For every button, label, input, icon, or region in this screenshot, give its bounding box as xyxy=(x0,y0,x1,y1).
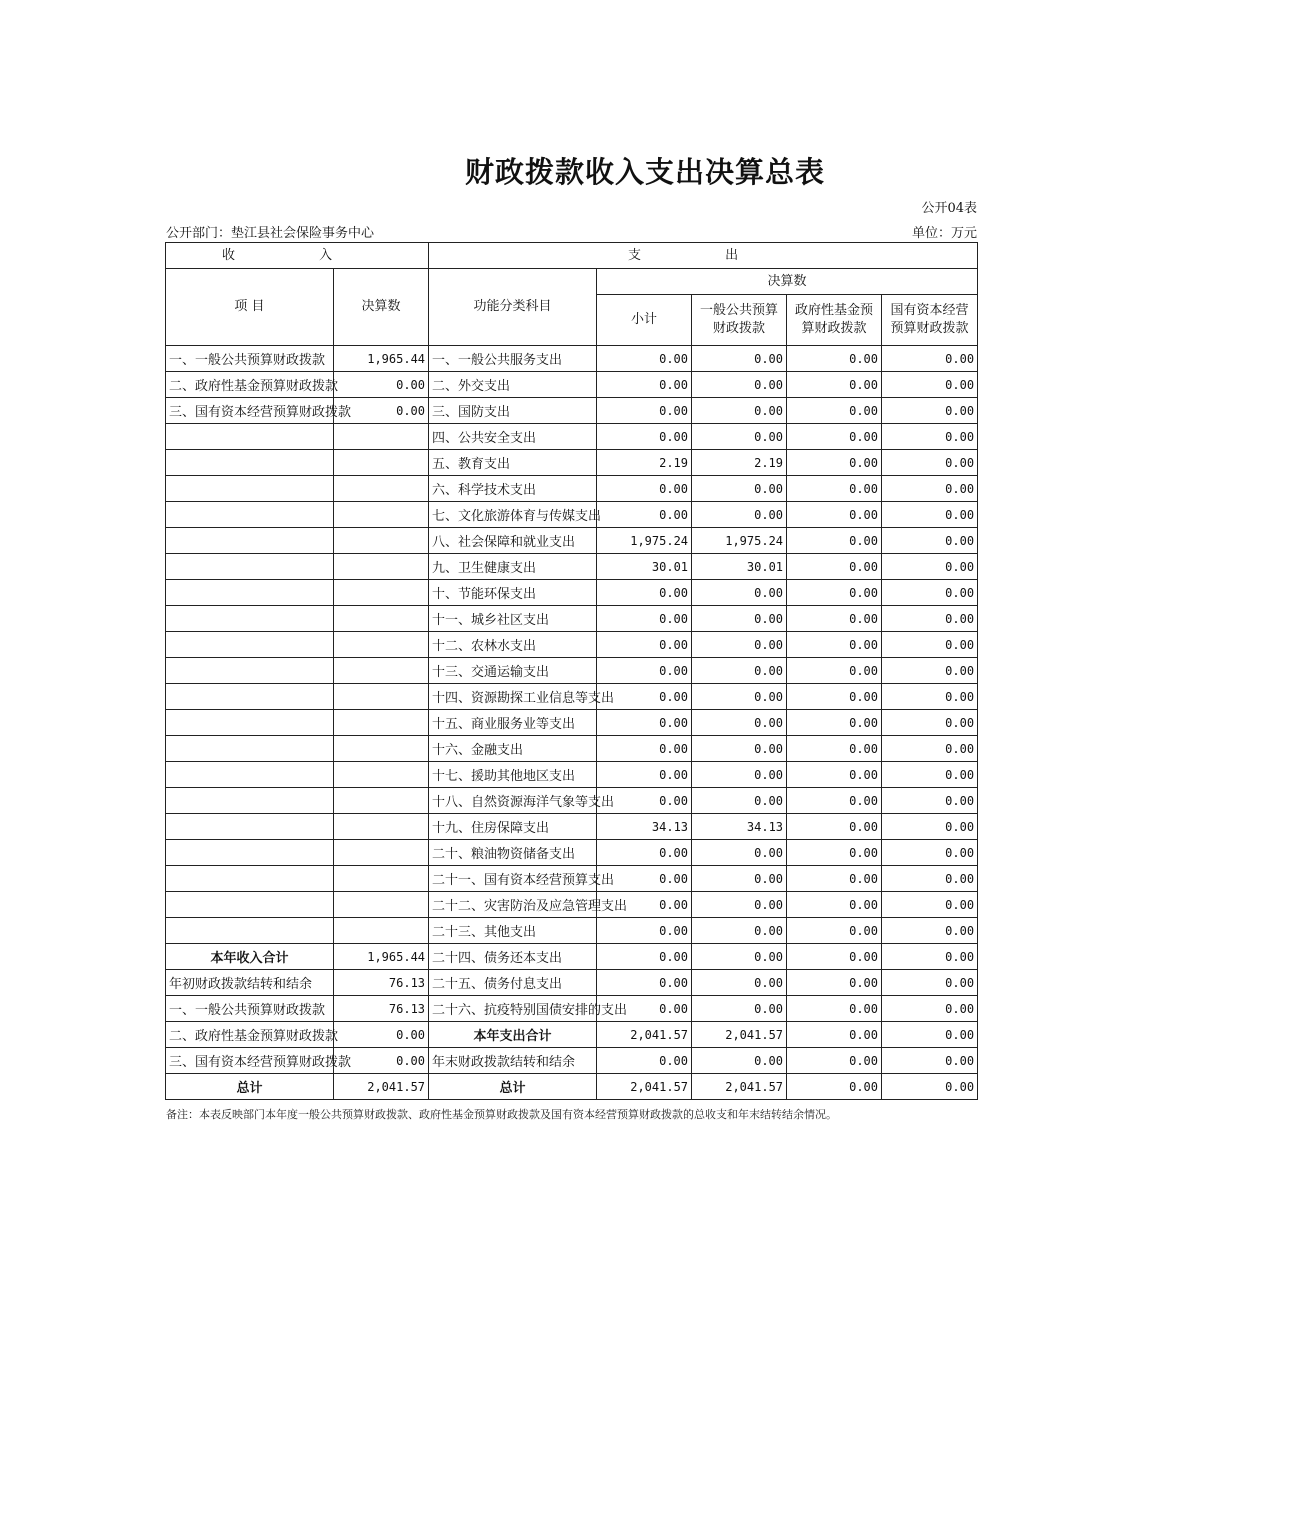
income-item-cell xyxy=(166,528,334,554)
general-budget-cell: 0.00 xyxy=(692,632,787,658)
state-capital-cell: 0.00 xyxy=(882,424,978,450)
income-item-cell: 二、政府性基金预算财政拨款 xyxy=(166,372,334,398)
general-budget-cell: 0.00 xyxy=(692,502,787,528)
general-budget-cell: 0.00 xyxy=(692,580,787,606)
general-budget-cell: 0.00 xyxy=(692,476,787,502)
subtotal-cell: 0.00 xyxy=(597,840,692,866)
income-amount-cell xyxy=(334,606,429,632)
table-row xyxy=(166,424,978,450)
subtotal-cell: 30.01 xyxy=(597,554,692,580)
subtotal-cell: 0.00 xyxy=(597,970,692,996)
gov-fund-cell: 0.00 xyxy=(787,372,882,398)
gov-fund-cell: 0.00 xyxy=(787,424,882,450)
subtotal-cell: 0.00 xyxy=(597,658,692,684)
income-amount-cell xyxy=(334,840,429,866)
gov-fund-cell: 0.00 xyxy=(787,970,882,996)
general-budget-cell: 0.00 xyxy=(692,346,787,372)
general-budget-cell: 2,041.57 xyxy=(692,1074,787,1100)
general-budget-cell: 2.19 xyxy=(692,450,787,476)
income-item-cell xyxy=(166,918,334,944)
subtotal-cell: 0.00 xyxy=(597,424,692,450)
table-row xyxy=(166,450,978,476)
table-row xyxy=(166,580,978,606)
gov-fund-cell: 0.00 xyxy=(787,476,882,502)
state-capital-cell: 0.00 xyxy=(882,502,978,528)
expense-item-cell: 二十、粮油物资储备支出 xyxy=(429,840,597,866)
gov-fund-cell: 0.00 xyxy=(787,736,882,762)
expense-item-cell: 十五、商业服务业等支出 xyxy=(429,710,597,736)
gov-fund-cell: 0.00 xyxy=(787,580,882,606)
footnote: 备注：本表反映部门本年度一般公共预算财政拨款、政府性基金预算财政拨款及国有资本经营预算财政拨款的总收支和年末结转结余情况。 xyxy=(166,1108,837,1121)
gov-fund-cell: 0.00 xyxy=(787,658,882,684)
subtotal-header: 小计 xyxy=(597,295,692,346)
income-amount-cell xyxy=(334,528,429,554)
income-amount-cell xyxy=(334,918,429,944)
table-row xyxy=(166,502,978,528)
general-budget-cell: 30.01 xyxy=(692,554,787,580)
expense-item-cell: 总计 xyxy=(429,1074,597,1100)
state-capital-cell: 0.00 xyxy=(882,710,978,736)
subtotal-cell: 0.00 xyxy=(597,606,692,632)
subtotal-cell: 0.00 xyxy=(597,632,692,658)
income-item-cell xyxy=(166,450,334,476)
table-row xyxy=(166,554,978,580)
general-budget-cell: 0.00 xyxy=(692,970,787,996)
general-budget-cell: 0.00 xyxy=(692,1048,787,1074)
table-row xyxy=(166,918,978,944)
table-row xyxy=(166,1022,978,1048)
gov-fund-cell: 0.00 xyxy=(787,398,882,424)
general-budget-cell: 0.00 xyxy=(692,762,787,788)
state-capital-cell: 0.00 xyxy=(882,684,978,710)
gov-fund-cell: 0.00 xyxy=(787,944,882,970)
income-item-cell xyxy=(166,736,334,762)
expense-item-cell: 六、科学技术支出 xyxy=(429,476,597,502)
income-amount-cell xyxy=(334,710,429,736)
table-row xyxy=(166,398,978,424)
income-item-cell xyxy=(166,840,334,866)
general-budget-cell: 0.00 xyxy=(692,684,787,710)
gov-fund-cell: 0.00 xyxy=(787,1022,882,1048)
general-budget-cell: 0.00 xyxy=(692,424,787,450)
table-code: 公开04表 xyxy=(921,201,977,216)
subtotal-cell: 2,041.57 xyxy=(597,1022,692,1048)
state-capital-cell: 0.00 xyxy=(882,840,978,866)
expense-header: 支 出 xyxy=(429,243,978,269)
expense-item-cell: 十、节能环保支出 xyxy=(429,580,597,606)
gov-fund-cell: 0.00 xyxy=(787,684,882,710)
gov-fund-cell: 0.00 xyxy=(787,710,882,736)
department-label: 公开部门：垫江县社会保险事务中心 xyxy=(166,226,375,241)
general-budget-cell: 0.00 xyxy=(692,606,787,632)
general-budget-cell: 0.00 xyxy=(692,944,787,970)
income-amount-cell xyxy=(334,554,429,580)
income-item-cell: 三、国有资本经营预算财政拨款 xyxy=(166,1048,334,1074)
income-amount-cell: 2,041.57 xyxy=(334,1074,429,1100)
gov-fund-cell: 0.00 xyxy=(787,892,882,918)
income-item-cell xyxy=(166,892,334,918)
income-amount-cell xyxy=(334,658,429,684)
income-amount-cell xyxy=(334,788,429,814)
general-budget-cell: 0.00 xyxy=(692,398,787,424)
income-item-cell xyxy=(166,580,334,606)
income-amount-cell xyxy=(334,450,429,476)
subtotal-cell: 0.00 xyxy=(597,476,692,502)
expense-item-cell: 九、卫生健康支出 xyxy=(429,554,597,580)
table-row xyxy=(166,346,978,372)
income-amount-cell xyxy=(334,736,429,762)
subtotal-cell: 0.00 xyxy=(597,684,692,710)
expense-item-cell: 八、社会保障和就业支出 xyxy=(429,528,597,554)
expense-item-cell: 二十五、债务付息支出 xyxy=(429,970,597,996)
expense-item-cell: 二十六、抗疫特别国债安排的支出 xyxy=(429,996,597,1022)
table-row xyxy=(166,528,978,554)
subtotal-cell: 1,975.24 xyxy=(597,528,692,554)
subtotal-cell: 0.00 xyxy=(597,346,692,372)
income-item-cell xyxy=(166,710,334,736)
gov-fund-cell: 0.00 xyxy=(787,632,882,658)
expense-item-cell: 二十二、灾害防治及应急管理支出 xyxy=(429,892,597,918)
income-item-cell xyxy=(166,502,334,528)
income-amount-cell: 76.13 xyxy=(334,996,429,1022)
table-row xyxy=(166,736,978,762)
expense-item-cell: 三、国防支出 xyxy=(429,398,597,424)
gov-fund-cell: 0.00 xyxy=(787,840,882,866)
state-capital-cell: 0.00 xyxy=(882,736,978,762)
state-capital-cell: 0.00 xyxy=(882,788,978,814)
table-row xyxy=(166,632,978,658)
general-budget-cell: 0.00 xyxy=(692,866,787,892)
income-amount-cell xyxy=(334,684,429,710)
general-budget-cell: 0.00 xyxy=(692,658,787,684)
gov-fund-cell: 0.00 xyxy=(787,996,882,1022)
state-capital-cell: 0.00 xyxy=(882,814,978,840)
table-row xyxy=(166,710,978,736)
income-item-cell xyxy=(166,762,334,788)
income-item-cell: 总计 xyxy=(166,1074,334,1100)
table-row xyxy=(166,372,978,398)
income-item-cell xyxy=(166,554,334,580)
income-amount-cell xyxy=(334,580,429,606)
table-row xyxy=(166,606,978,632)
income-amount-cell xyxy=(334,632,429,658)
income-item-cell: 本年收入合计 xyxy=(166,944,334,970)
table-row xyxy=(166,970,978,996)
income-item-cell xyxy=(166,788,334,814)
table-row xyxy=(166,892,978,918)
state-capital-cell: 0.00 xyxy=(882,944,978,970)
expense-item-cell: 十三、交通运输支出 xyxy=(429,658,597,684)
table-row xyxy=(166,996,978,1022)
func-class-header: 功能分类科目 xyxy=(429,269,597,346)
income-item-cell xyxy=(166,866,334,892)
gov-fund-cell: 0.00 xyxy=(787,1048,882,1074)
expense-item-cell: 二十四、债务还本支出 xyxy=(429,944,597,970)
income-item-cell: 一、一般公共预算财政拨款 xyxy=(166,996,334,1022)
general-budget-cell: 0.00 xyxy=(692,372,787,398)
state-capital-cell: 0.00 xyxy=(882,554,978,580)
subtotal-cell: 0.00 xyxy=(597,710,692,736)
table-row xyxy=(166,476,978,502)
gov-fund-cell: 0.00 xyxy=(787,528,882,554)
income-amount-cell xyxy=(334,892,429,918)
state-capital-cell: 0.00 xyxy=(882,1074,978,1100)
expense-item-cell: 十八、自然资源海洋气象等支出 xyxy=(429,788,597,814)
subtotal-cell: 0.00 xyxy=(597,996,692,1022)
state-capital-cell: 0.00 xyxy=(882,528,978,554)
table-row xyxy=(166,658,978,684)
income-item-cell xyxy=(166,606,334,632)
expense-item-cell: 二、外交支出 xyxy=(429,372,597,398)
subtotal-cell: 0.00 xyxy=(597,918,692,944)
state-capital-cell: 0.00 xyxy=(882,996,978,1022)
state-capital-cell: 0.00 xyxy=(882,918,978,944)
expense-item-cell: 十九、住房保障支出 xyxy=(429,814,597,840)
expense-item-cell: 十四、资源勘探工业信息等支出 xyxy=(429,684,597,710)
income-amount-cell xyxy=(334,814,429,840)
income-amount-cell: 1,965.44 xyxy=(334,944,429,970)
table-row xyxy=(166,866,978,892)
table-row xyxy=(166,1048,978,1074)
general-budget-cell: 0.00 xyxy=(692,710,787,736)
general-budget-cell: 0.00 xyxy=(692,788,787,814)
income-item-cell xyxy=(166,658,334,684)
gov-fund-header: 政府性基金预算财政拨款 xyxy=(787,295,882,346)
income-amount-cell xyxy=(334,476,429,502)
subtotal-cell: 0.00 xyxy=(597,944,692,970)
income-amount-cell xyxy=(334,502,429,528)
state-capital-cell: 0.00 xyxy=(882,1022,978,1048)
gov-fund-cell: 0.00 xyxy=(787,450,882,476)
general-budget-cell: 0.00 xyxy=(692,918,787,944)
income-item-cell: 年初财政拨款结转和结余 xyxy=(166,970,334,996)
income-amount-cell: 0.00 xyxy=(334,398,429,424)
state-capital-cell: 0.00 xyxy=(882,580,978,606)
gov-fund-cell: 0.00 xyxy=(787,866,882,892)
income-item-cell: 二、政府性基金预算财政拨款 xyxy=(166,1022,334,1048)
expense-item-cell: 十二、农林水支出 xyxy=(429,632,597,658)
general-budget-cell: 0.00 xyxy=(692,840,787,866)
final-amount-header: 决算数 xyxy=(334,269,429,346)
income-item-cell xyxy=(166,684,334,710)
general-budget-cell: 2,041.57 xyxy=(692,1022,787,1048)
state-capital-cell: 0.00 xyxy=(882,606,978,632)
expense-item-cell: 五、教育支出 xyxy=(429,450,597,476)
state-capital-cell: 0.00 xyxy=(882,970,978,996)
general-budget-cell: 0.00 xyxy=(692,892,787,918)
gov-fund-cell: 0.00 xyxy=(787,788,882,814)
general-budget-cell: 1,975.24 xyxy=(692,528,787,554)
state-capital-cell: 0.00 xyxy=(882,346,978,372)
income-item-cell: 三、国有资本经营预算财政拨款 xyxy=(166,398,334,424)
income-amount-cell: 0.00 xyxy=(334,372,429,398)
subtotal-cell: 2,041.57 xyxy=(597,1074,692,1100)
general-budget-cell: 0.00 xyxy=(692,736,787,762)
expense-item-cell: 一、一般公共服务支出 xyxy=(429,346,597,372)
expense-item-cell: 十六、金融支出 xyxy=(429,736,597,762)
subtotal-cell: 0.00 xyxy=(597,372,692,398)
state-capital-cell: 0.00 xyxy=(882,866,978,892)
table-row xyxy=(166,762,978,788)
state-capital-cell: 0.00 xyxy=(882,398,978,424)
page-title: 财政拨款收入支出决算总表 xyxy=(464,155,825,189)
gov-fund-cell: 0.00 xyxy=(787,814,882,840)
state-capital-cell: 0.00 xyxy=(882,892,978,918)
table-row xyxy=(166,788,978,814)
table-row xyxy=(166,944,978,970)
general-budget-cell: 34.13 xyxy=(692,814,787,840)
income-amount-cell xyxy=(334,866,429,892)
income-item-cell xyxy=(166,632,334,658)
subtotal-cell: 0.00 xyxy=(597,866,692,892)
state-capital-cell: 0.00 xyxy=(882,1048,978,1074)
expense-item-cell: 四、公共安全支出 xyxy=(429,424,597,450)
expense-item-cell: 七、文化旅游体育与传媒支出 xyxy=(429,502,597,528)
subtotal-cell: 0.00 xyxy=(597,398,692,424)
income-item-cell xyxy=(166,814,334,840)
expense-item-cell: 本年支出合计 xyxy=(429,1022,597,1048)
income-item-cell: 一、一般公共预算财政拨款 xyxy=(166,346,334,372)
income-amount-cell: 0.00 xyxy=(334,1048,429,1074)
expense-item-cell: 十一、城乡社区支出 xyxy=(429,606,597,632)
table-row xyxy=(166,814,978,840)
income-header: 收 入 xyxy=(166,243,429,269)
subtotal-cell: 0.00 xyxy=(597,1048,692,1074)
gov-fund-cell: 0.00 xyxy=(787,762,882,788)
expense-item-cell: 二十三、其他支出 xyxy=(429,918,597,944)
income-amount-cell: 76.13 xyxy=(334,970,429,996)
state-capital-cell: 0.00 xyxy=(882,632,978,658)
expense-item-cell: 十七、援助其他地区支出 xyxy=(429,762,597,788)
state-capital-cell: 0.00 xyxy=(882,450,978,476)
item-header: 项 目 xyxy=(166,269,334,346)
subtotal-cell: 0.00 xyxy=(597,762,692,788)
subtotal-cell: 0.00 xyxy=(597,892,692,918)
state-capital-cell: 0.00 xyxy=(882,658,978,684)
table-row xyxy=(166,1074,978,1100)
final-amount-group-header: 决算数 xyxy=(597,269,978,295)
general-budget-cell: 0.00 xyxy=(692,996,787,1022)
subtotal-cell: 0.00 xyxy=(597,788,692,814)
subtotal-cell: 0.00 xyxy=(597,502,692,528)
gov-fund-cell: 0.00 xyxy=(787,918,882,944)
gov-fund-cell: 0.00 xyxy=(787,1074,882,1100)
state-capital-cell: 0.00 xyxy=(882,476,978,502)
income-amount-cell: 0.00 xyxy=(334,1022,429,1048)
income-item-cell xyxy=(166,424,334,450)
general-budget-header: 一般公共预算财政拨款 xyxy=(692,295,787,346)
subtotal-cell: 2.19 xyxy=(597,450,692,476)
income-amount-cell xyxy=(334,424,429,450)
gov-fund-cell: 0.00 xyxy=(787,346,882,372)
subtotal-cell: 0.00 xyxy=(597,580,692,606)
expense-item-cell: 年末财政拨款结转和结余 xyxy=(429,1048,597,1074)
state-capital-cell: 0.00 xyxy=(882,372,978,398)
state-capital-header: 国有资本经营预算财政拨款 xyxy=(882,295,978,346)
income-amount-cell: 1,965.44 xyxy=(334,346,429,372)
finance-table xyxy=(165,242,978,1100)
expense-item-cell: 二十一、国有资本经营预算支出 xyxy=(429,866,597,892)
gov-fund-cell: 0.00 xyxy=(787,554,882,580)
unit-label: 单位：万元 xyxy=(911,226,977,241)
subtotal-cell: 0.00 xyxy=(597,736,692,762)
state-capital-cell: 0.00 xyxy=(882,762,978,788)
income-amount-cell xyxy=(334,762,429,788)
subtotal-cell: 34.13 xyxy=(597,814,692,840)
gov-fund-cell: 0.00 xyxy=(787,502,882,528)
income-item-cell xyxy=(166,476,334,502)
gov-fund-cell: 0.00 xyxy=(787,606,882,632)
table-row xyxy=(166,684,978,710)
table-row xyxy=(166,840,978,866)
